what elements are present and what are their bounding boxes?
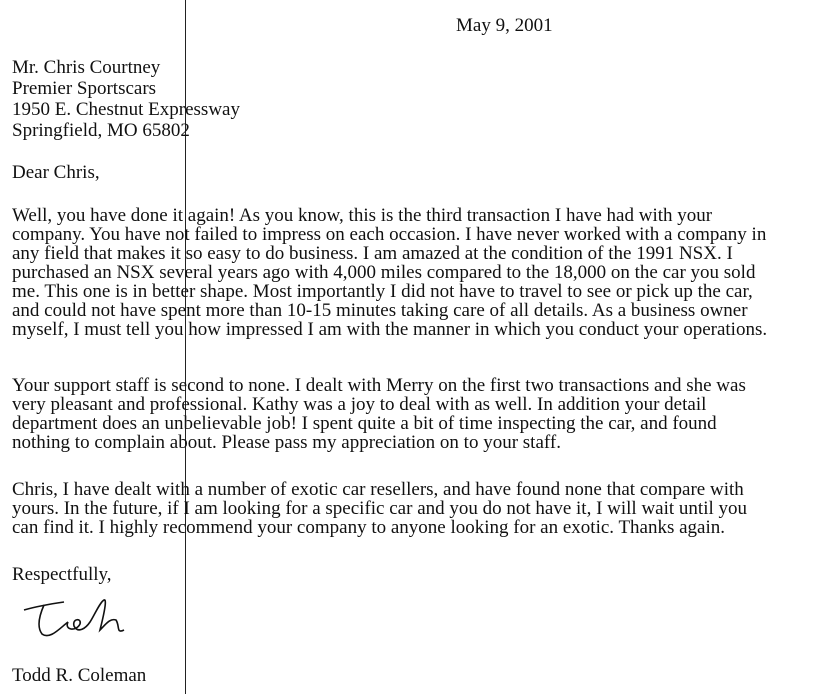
paragraph-line: me. This one is in better shape. Most importantly I did not have to travel to see or pick up the car, <box>12 281 753 302</box>
handwritten-signature <box>20 596 140 644</box>
paragraph <box>12 376 832 452</box>
letter-date: May 9, 2001 <box>456 15 553 36</box>
closing: Respectfully, <box>12 564 112 585</box>
salutation: Dear Chris, <box>12 162 100 183</box>
paragraph-line: department does an unbelievable job! I spent quite a bit of time inspecting the car, and found <box>12 413 717 434</box>
paragraph-line: can find it. I highly recommend your company to anyone looking for an exotic. Thanks again. <box>12 517 726 538</box>
paragraph-line: and could not have spent more than 10-15 minutes taking care of all details. As a business owner <box>12 300 748 321</box>
address-line: Premier Sportscars <box>12 78 157 99</box>
paragraph-line: company. You have not failed to impress on each occasion. I have never worked with a company in <box>12 224 767 245</box>
address-line: Springfield, MO 65802 <box>12 120 190 141</box>
address-line: 1950 E. Chestnut Expressway <box>12 99 240 120</box>
paragraph-line: Chris, I have dealt with a number of exotic car resellers, and have found none that compare with <box>12 479 744 500</box>
paragraph-line: nothing to complain about. Please pass my appreciation on to your staff. <box>12 432 561 453</box>
paragraph-line: very pleasant and professional. Kathy was a joy to deal with as well. In addition your detail <box>12 394 707 415</box>
paragraph <box>12 206 832 339</box>
paragraph-line: any field that makes it so easy to do business. I am amazed at the condition of the 1991 NSX. I <box>12 243 733 264</box>
paragraph-line: purchased an NSX several years ago with 4,000 miles compared to the 18,000 on the car you sold <box>12 262 756 283</box>
paragraph <box>12 480 832 537</box>
paragraph-line: yours. In the future, if I am looking for a specific car and you do not have it, I will wait until you <box>12 498 748 519</box>
address-line: Mr. Chris Courtney <box>12 57 161 78</box>
paragraph-line: Well, you have done it again! As you know, this is the third transaction I have had with your <box>12 205 713 226</box>
paragraph-line: Your support staff is second to none. I dealt with Merry on the first two transactions and she was <box>12 375 746 396</box>
paragraph-line: myself, I must tell you how impressed I am with the manner in which you conduct your operations. <box>12 319 768 340</box>
signature-name: Todd R. Coleman <box>12 665 147 686</box>
